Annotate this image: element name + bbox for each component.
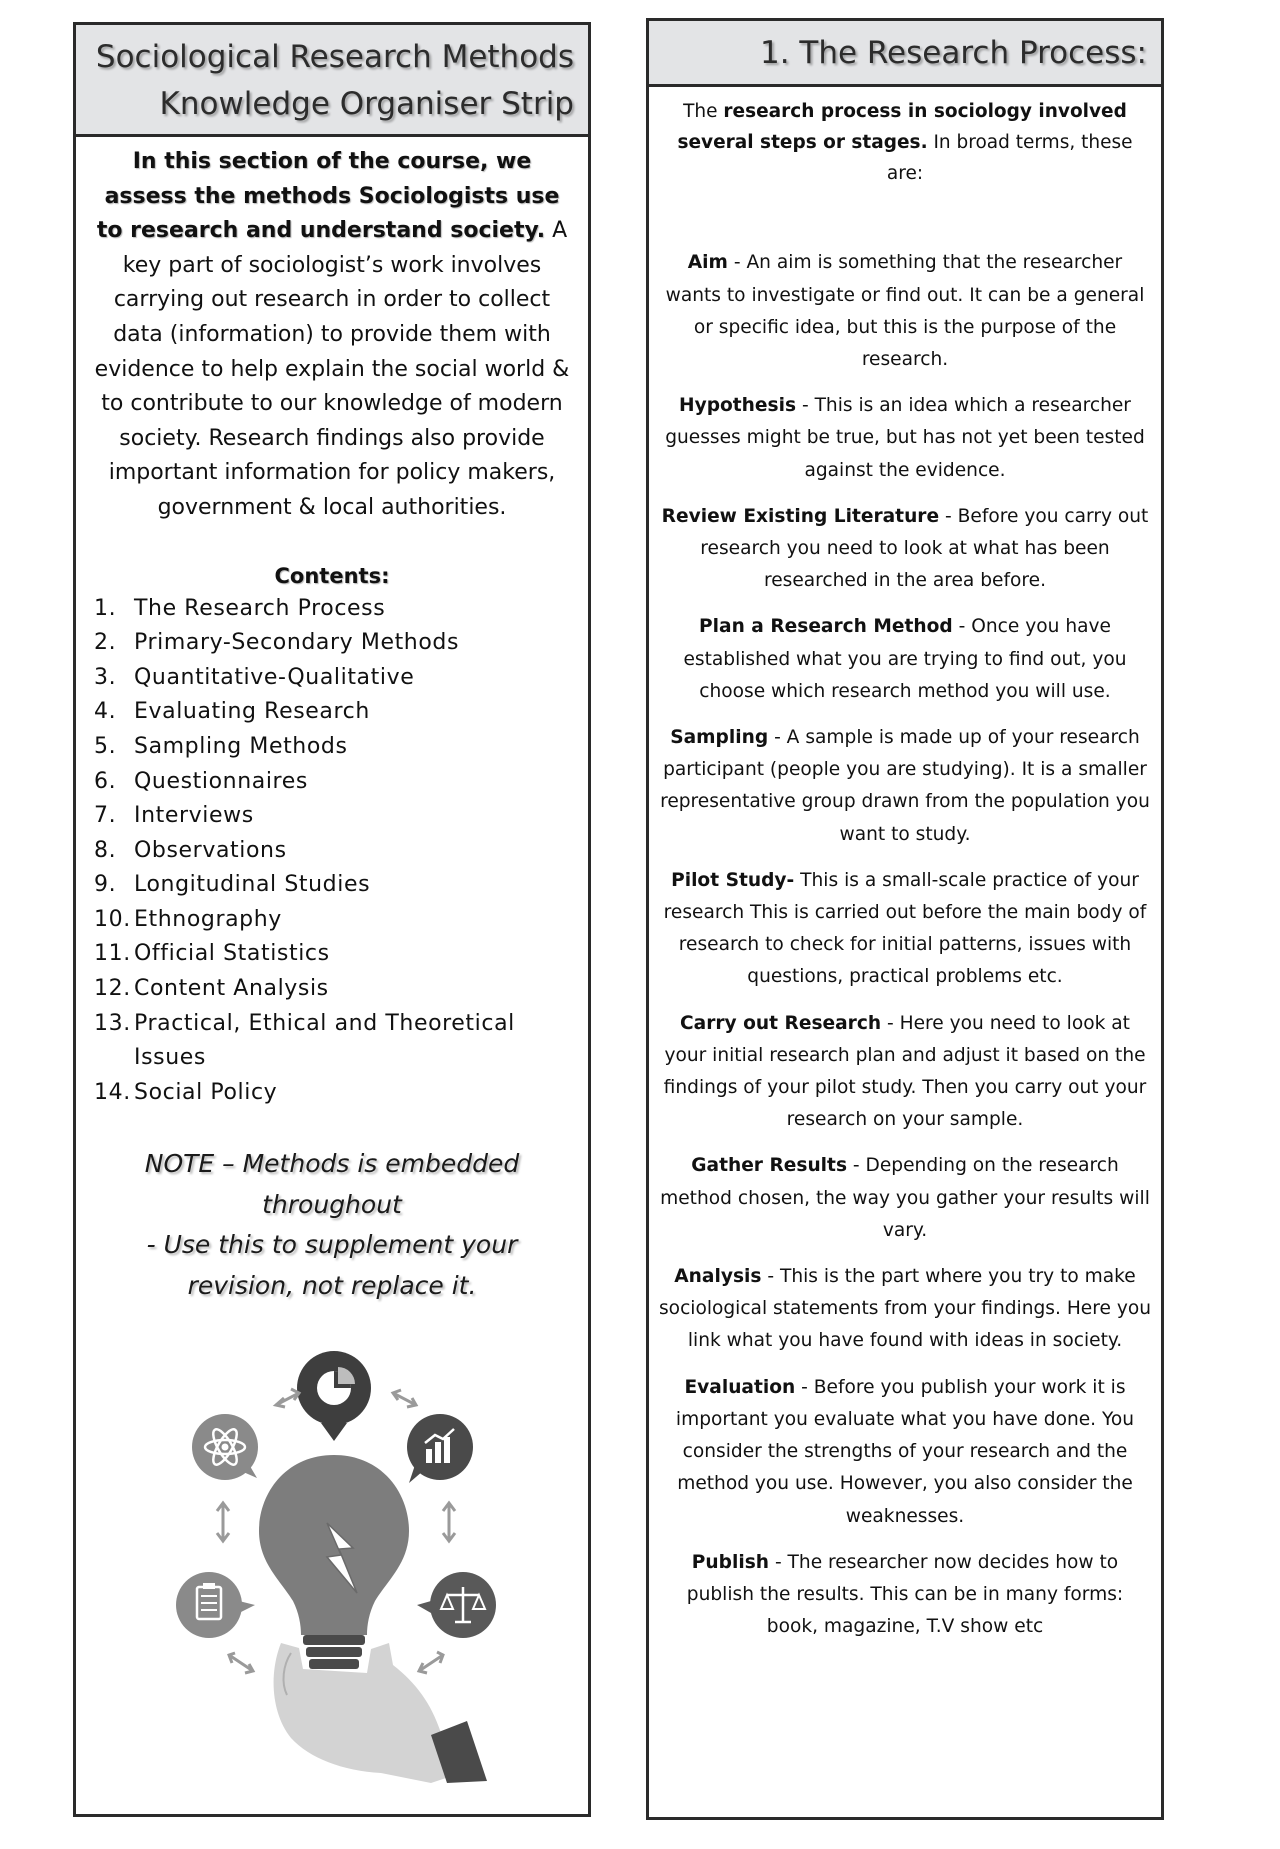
research-step-term: Aim xyxy=(687,252,728,274)
research-step-term: Carry out Research xyxy=(680,1012,882,1034)
research-step xyxy=(649,390,1161,487)
contents-item-label: Official Statistics xyxy=(134,941,330,967)
research-step-term: Plan a Research Method xyxy=(699,616,953,638)
research-step-term: Publish xyxy=(691,1551,770,1573)
contents-item-number: 10. xyxy=(94,906,131,932)
contents-item-label: Practical, Ethical and Theoretical Issues xyxy=(134,1010,515,1071)
contents-item xyxy=(94,834,588,869)
contents-item-label: Content Analysis xyxy=(134,976,329,1002)
knowledge-organiser-strip xyxy=(73,22,591,1817)
contents-item-number: 9. xyxy=(94,872,117,898)
research-step-description: - This is the part where you try to make sociological statements from your findings. Here you link what you have found with ideas in society. xyxy=(659,1266,1151,1352)
note-line: revision, not replace it. xyxy=(187,1270,477,1300)
contents-item xyxy=(94,799,588,834)
contents-item-label: Ethnography xyxy=(134,906,282,932)
contents-item xyxy=(94,972,588,1007)
note-line: NOTE – Methods is embedded xyxy=(144,1149,520,1179)
atom-icon xyxy=(192,1414,258,1480)
research-step-term: Evaluation xyxy=(684,1376,796,1398)
research-step-term: Pilot Study- xyxy=(671,869,795,891)
contents-item xyxy=(94,661,588,696)
research-step xyxy=(649,722,1161,851)
contents-item-number: 2. xyxy=(94,630,117,656)
contents-item xyxy=(94,765,588,800)
research-step-description: - Here you need to look at your initial research plan and adjust it based on the findings of your pilot study. Then you carry out your research on your sample. xyxy=(663,1012,1147,1131)
research-step-description: - This is an idea which a researcher guesses might be true, but has not yet been tested against the evidence. xyxy=(665,395,1145,481)
bar-chart-icon xyxy=(407,1414,473,1483)
note-line: throughout xyxy=(262,1189,402,1219)
intro-text: A key part of sociologist’s work involves carrying out research in order to collect data (information) to provide them with evidence to help explain the social world & to contribute to our knowledge of modern society. Research findings also provide important information for policy makers, government & local authorities. xyxy=(94,218,570,520)
pie-chart-icon xyxy=(297,1351,371,1441)
research-step-term: Review Existing Literature xyxy=(661,505,940,527)
note-line: - Use this to supplement your xyxy=(146,1230,518,1260)
contents-item-number: 1. xyxy=(94,595,117,621)
contents-item-number: 5. xyxy=(94,733,117,759)
research-step-description: - A sample is made up of your research participant (people you are studying). It is a smaller representative group drawn from the population you want to study. xyxy=(660,727,1150,845)
research-step-term: Gather Results xyxy=(691,1155,848,1177)
research-process-intro xyxy=(649,87,1161,189)
research-step-term: Hypothesis xyxy=(679,395,797,417)
research-step-description: - Depending on the research method chosen, the way you gather your results will vary. xyxy=(660,1155,1150,1241)
contents-item xyxy=(94,937,588,972)
contents-item xyxy=(94,868,588,903)
research-steps xyxy=(649,247,1161,1643)
contents-list xyxy=(76,592,588,1111)
contents-item-number: 12. xyxy=(94,976,131,1002)
contents-item-label: Social Policy xyxy=(134,1079,278,1105)
contents-item-label: Primary-Secondary Methods xyxy=(134,630,460,656)
intro-prefix: The xyxy=(683,101,724,122)
intro-bold: research process in sociology involved several steps or stages. xyxy=(677,101,1127,153)
contents-item-label: Evaluating Research xyxy=(134,699,370,725)
contents-item-number: 6. xyxy=(94,768,117,794)
contents-item xyxy=(94,695,588,730)
research-step-description: - Once you have established what you are trying to find out, you choose which research method you will use. xyxy=(683,616,1127,702)
intro-bold-text: In this section of the course, we assess the methods Sociologists use to research and understand society. xyxy=(96,149,560,244)
intro-suffix: In broad terms, these are: xyxy=(886,131,1133,184)
research-step-description: - The researcher now decides how to publish the results. This can be in many forms: book, magazine, T.V show etc xyxy=(686,1551,1124,1638)
contents-item-label: Questionnaires xyxy=(134,768,308,794)
contents-item xyxy=(94,903,588,938)
research-step xyxy=(649,1261,1161,1358)
contents-item xyxy=(94,626,588,661)
research-step xyxy=(649,1150,1161,1247)
contents-item-label: Interviews xyxy=(134,803,254,829)
research-step xyxy=(649,247,1161,376)
contents-item xyxy=(94,592,588,627)
contents-item-number: 11. xyxy=(94,941,131,967)
contents-item-number: 3. xyxy=(94,664,117,690)
contents-item-label: The Research Process xyxy=(134,595,386,621)
research-step xyxy=(649,611,1161,708)
intro-paragraph xyxy=(76,137,588,526)
research-illustration xyxy=(131,1343,541,1783)
research-step xyxy=(649,501,1161,598)
research-step-description: This is a small-scale practice of your research This is carried out before the main body of research to check for initial patterns, issues with questions, practical problems etc. xyxy=(663,869,1147,988)
research-step-description: - Before you publish your work it is important you evaluate what you have done. You consider the strengths of your research and the method you use. However, you also consider the weaknesses. xyxy=(675,1376,1135,1527)
contents-item-number: 7. xyxy=(94,803,117,829)
light-bulb-icon xyxy=(259,1455,409,1669)
contents-item xyxy=(94,1076,588,1111)
hand-icon xyxy=(274,1643,487,1783)
research-process-title: 1. The Research Process: xyxy=(759,35,1147,71)
contents-item-number: 14. xyxy=(94,1079,131,1105)
research-step xyxy=(649,1372,1161,1533)
contents-item-label: Observations xyxy=(134,837,287,863)
research-step-term: Sampling xyxy=(670,727,769,749)
research-step-description: - An aim is something that the researcher wants to investigate or find out. It can be a general or specific idea, but this is the purpose of the research. xyxy=(665,252,1145,370)
clipboard-icon xyxy=(176,1572,255,1638)
contents-item xyxy=(94,730,588,765)
contents-item-number: 13. xyxy=(94,1010,131,1036)
contents-item-label: Sampling Methods xyxy=(134,733,348,759)
research-step-description: - Before you carry out research you need to look at what has been researched in the area before. xyxy=(700,505,1149,592)
research-step xyxy=(649,1008,1161,1137)
strip-title-line1: Sociological Research Methods xyxy=(95,39,574,75)
contents-item xyxy=(94,1007,588,1076)
research-step-term: Analysis xyxy=(674,1266,762,1288)
contents-title: Contents: xyxy=(274,563,390,588)
contents-item-number: 4. xyxy=(94,699,117,725)
research-step xyxy=(649,865,1161,994)
research-process-strip xyxy=(646,18,1164,1820)
revision-note xyxy=(76,1144,588,1306)
contents-item-label: Longitudinal Studies xyxy=(134,872,371,898)
contents-item-label: Quantitative-Qualitative xyxy=(134,664,415,690)
contents-item-number: 8. xyxy=(94,837,117,863)
strip-title-box xyxy=(76,25,588,137)
research-process-title-box xyxy=(649,21,1161,87)
strip-title-line2: Knowledge Organiser Strip xyxy=(159,86,574,122)
research-step xyxy=(649,1547,1161,1644)
scales-icon xyxy=(417,1572,496,1638)
